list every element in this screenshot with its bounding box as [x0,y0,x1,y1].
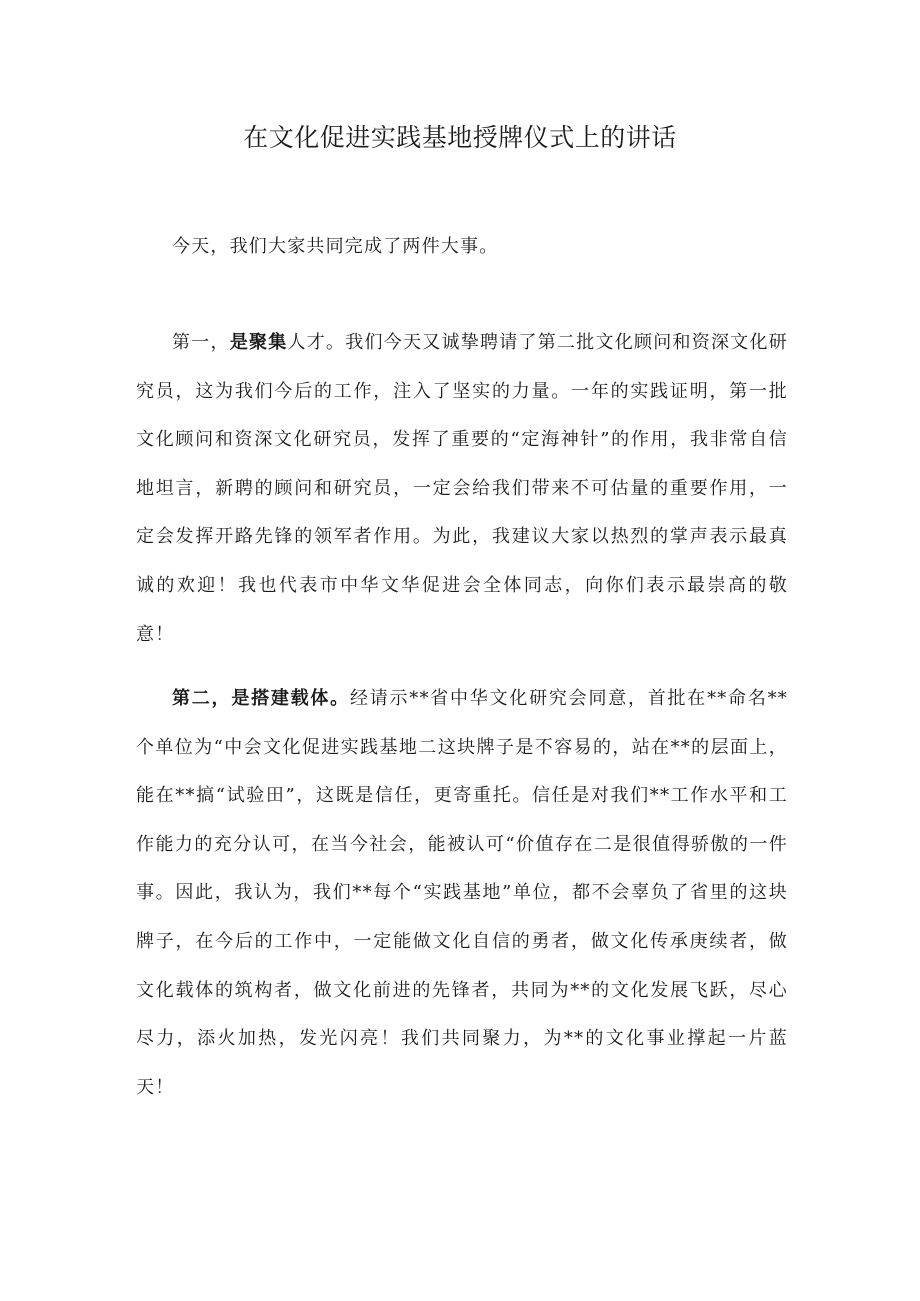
paragraph-first-bold: 是聚集 [229,332,288,353]
paragraph-intro [136,223,788,272]
paragraph-second-point [136,675,788,1112]
paragraph-second-rest: 经请示**省中华文化研究会同意，首批在**命名**个单位为“中会文化促进实践基地二这块牌子是不容易的，站在**的层面上，能在**搞“试验田”，这既是信任，更寄重托。信任是对我们**工作水平和工作能力的充分认可，在当今社会，能被认可“价值存在二是很值得骄傲的一件事。因此，我认为，我们**每个“实践基地”单位，都不会辜负了省里的这块牌子，在今后的工作中，一定能做文化自信的勇者，做文化传承庚续者，做文化载体的筑构者，做文化前进的先锋者，共同为**的文化发展飞跃，尽心尽力，添火加热，发光闪亮！我们共同聚力，为**的文化事业撑起一片蓝天！ [136,688,788,1098]
paragraph-intro-text: 今天，我们大家共同完成了两件大事。 [172,236,499,257]
paragraph-first-rest: 人才。我们今天又诚挚聘请了第二批文化顾问和资深文化研究员，这为我们今后的工作，注入了坚实的力量。一年的实践证明，第一批文化顾问和资深文化研究员，发挥了重要的“定海神针”的作用，我非常自信地坦言，新聘的顾问和研究员，一定会给我们带来不可估量的重要作用，一定会发挥开路先锋的领军者作用。为此，我建议大家以热烈的掌声表示最真诚的欢迎！我也代表市中华文华促进会全体同志，向你们表示最崇高的敬意！ [136,332,789,645]
paragraph-first-point [136,319,788,659]
paragraph-first-lead: 第一， [172,332,230,353]
document-title: 在文化促进实践基地授牌仪式上的讲话 [243,123,677,152]
paragraph-second-bold: 第二，是搭建载体。 [172,688,350,709]
